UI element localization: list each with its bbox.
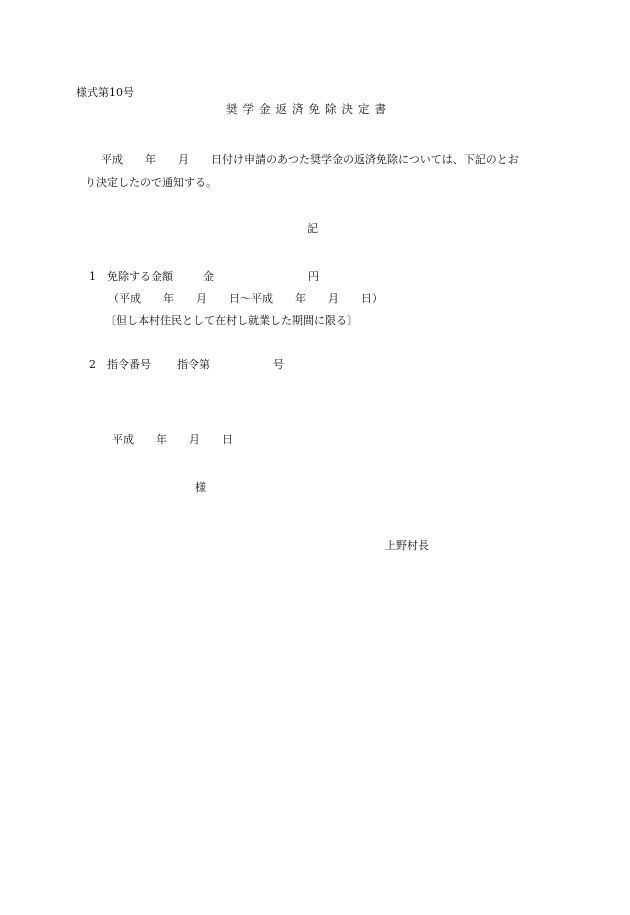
body-text-line-2: り決定したので通知する。 (85, 176, 217, 189)
ki-heading: 記 (307, 222, 318, 235)
item-2-order-suffix: 号 (273, 358, 284, 371)
item-1-period: （平成 年 月 日～平成 年 月 日） (108, 292, 383, 305)
issue-date: 平成 年 月 日 (112, 433, 233, 446)
item-1-currency-label: 金 (203, 270, 214, 283)
item-1-label: 1 免除する金額 (89, 270, 195, 283)
item-2-order-prefix: 指令第 (177, 358, 210, 371)
item-1-note: 〔但し本村住民として在村し就業した期間に限る〕 (105, 314, 358, 327)
item-2-label: 2 指令番号 (89, 358, 173, 371)
item-1-yen-label: 円 (308, 270, 319, 283)
addressee-honorific: 様 (195, 481, 206, 494)
body-text-line-1: 平成 年 月 日付け申請のあつた奨学金の返済免除については、下記のとお (101, 153, 519, 166)
issuer-name: 上野村長 (385, 539, 429, 552)
form-number: 様式第10号 (76, 86, 134, 99)
document-title: 奨学金返済免除決定書 (226, 102, 391, 116)
